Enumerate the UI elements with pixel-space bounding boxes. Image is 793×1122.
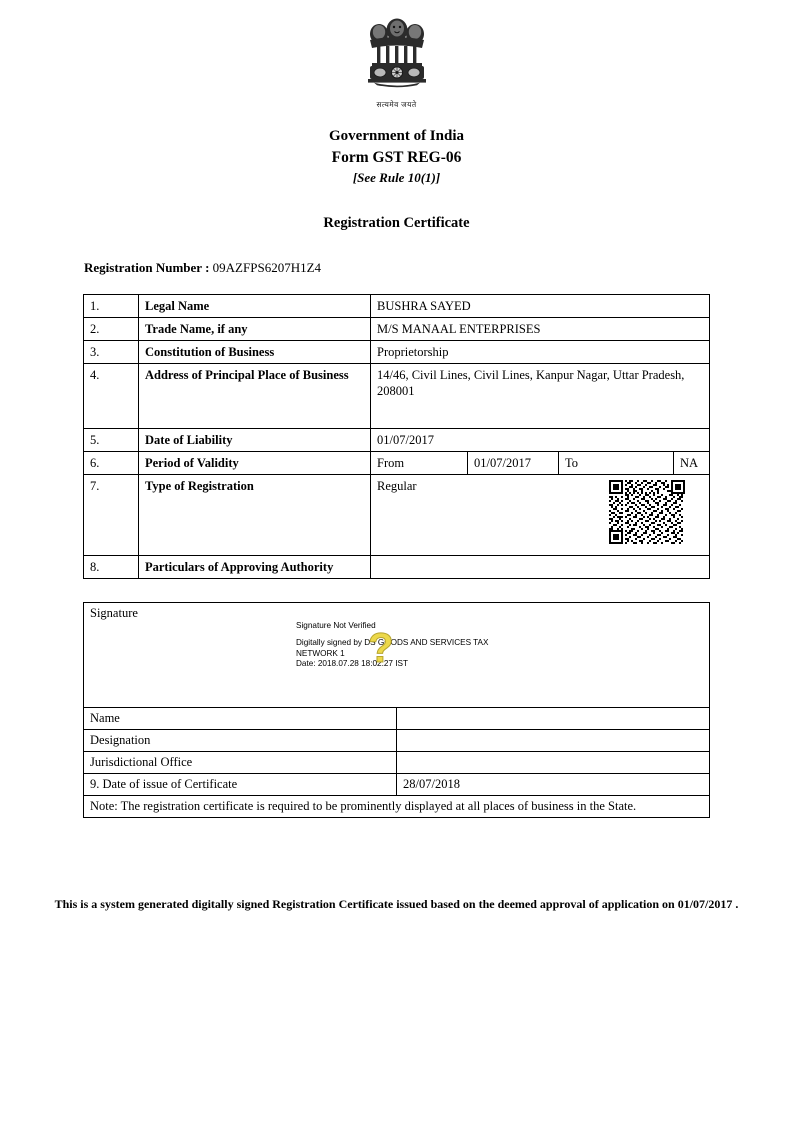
footer-note: This is a system generated digitally signed Registration Certificate issued based on the deemed approval of application on 01/07/2017 . bbox=[54, 897, 739, 911]
signature-signed-by-text: Digitally signed by DS GOODS AND SERVICES TAX NETWORK 1 bbox=[296, 637, 489, 658]
authority-designation-value bbox=[397, 730, 710, 752]
row-value: 01/07/2017 bbox=[371, 429, 710, 452]
table-row bbox=[84, 774, 710, 796]
signature-row bbox=[84, 603, 710, 708]
display-note: Note: The registration certificate is required to be prominently displayed at all places of business in the State. bbox=[84, 796, 710, 818]
government-heading: Government of India bbox=[329, 128, 464, 144]
validity-subtable bbox=[371, 452, 709, 474]
date-of-issue-label: 9. Date of issue of Certificate bbox=[84, 774, 397, 796]
signature-cell bbox=[84, 603, 710, 708]
row-number: 3. bbox=[84, 341, 139, 364]
row-label: Type of Registration bbox=[139, 475, 371, 556]
validity-to-label: To bbox=[559, 452, 674, 474]
row-number: 5. bbox=[84, 429, 139, 452]
signature-not-verified-text: Signature Not Verified bbox=[296, 621, 376, 630]
page-title: Registration Certificate bbox=[323, 215, 470, 231]
authority-designation-label: Designation bbox=[84, 730, 397, 752]
row-value: Regular bbox=[377, 479, 417, 493]
rule-reference: [See Rule 10(1)] bbox=[352, 170, 441, 185]
table-row bbox=[84, 318, 710, 341]
table-row bbox=[84, 475, 710, 556]
row-number: 4. bbox=[84, 364, 139, 429]
row-label: Constitution of Business bbox=[139, 341, 371, 364]
table-row bbox=[84, 341, 710, 364]
validity-from-label: From bbox=[371, 452, 468, 474]
row-value: BUSHRA SAYED bbox=[371, 295, 710, 318]
row-label: Period of Validity bbox=[139, 452, 371, 475]
row-value: Proprietorship bbox=[371, 341, 710, 364]
registration-number-line bbox=[84, 260, 321, 276]
registration-number-value: 09AZFPS6207H1Z4 bbox=[212, 260, 322, 275]
row-label: Trade Name, if any bbox=[139, 318, 371, 341]
emblem-block bbox=[0, 18, 793, 110]
table-row bbox=[84, 730, 710, 752]
signature-label: Signature bbox=[90, 606, 138, 620]
row-number: 1. bbox=[84, 295, 139, 318]
row-value: M/S MANAAL ENTERPRISES bbox=[371, 318, 710, 341]
approving-authority-table bbox=[83, 602, 710, 818]
question-mark-watermark-icon: ? bbox=[368, 624, 394, 671]
authority-jurisdictional-office-label: Jurisdictional Office bbox=[84, 752, 397, 774]
table-row bbox=[84, 556, 710, 579]
row-value-cell bbox=[371, 475, 710, 556]
row-label: Address of Principal Place of Business bbox=[139, 364, 371, 429]
signature-date-text: Date: 2018.07.28 18:02:27 IST bbox=[296, 659, 408, 669]
row-label: Particulars of Approving Authority bbox=[139, 556, 371, 579]
table-row bbox=[84, 752, 710, 774]
digital-signature-stamp bbox=[296, 621, 526, 670]
validity-to-value: NA bbox=[680, 456, 699, 470]
date-of-issue-value: 28/07/2018 bbox=[397, 774, 710, 796]
state-emblem-of-india-icon bbox=[364, 18, 430, 94]
row-number: 6. bbox=[84, 452, 139, 475]
table-row bbox=[84, 452, 710, 475]
certificate-details-table bbox=[83, 294, 710, 579]
registration-number-label: Registration Number : bbox=[84, 260, 210, 275]
form-heading: Form GST REG-06 bbox=[331, 149, 462, 166]
note-row bbox=[84, 796, 710, 818]
validity-from-value: 01/07/2017 bbox=[468, 452, 559, 474]
emblem-motto: सत्यमेव जयते bbox=[376, 100, 417, 109]
validity-period-cell bbox=[371, 452, 710, 475]
table-row bbox=[84, 708, 710, 730]
authority-name-value bbox=[397, 708, 710, 730]
authority-name-label: Name bbox=[84, 708, 397, 730]
row-number: 2. bbox=[84, 318, 139, 341]
row-value bbox=[371, 556, 710, 579]
row-number: 8. bbox=[84, 556, 139, 579]
row-number: 7. bbox=[84, 475, 139, 556]
row-label: Legal Name bbox=[139, 295, 371, 318]
qr-code-icon bbox=[609, 480, 685, 548]
table-row bbox=[84, 295, 710, 318]
row-label: Date of Liability bbox=[139, 429, 371, 452]
row-value: 14/46, Civil Lines, Civil Lines, Kanpur Nagar, Uttar Pradesh, 208001 bbox=[371, 364, 710, 429]
authority-jurisdictional-office-value bbox=[397, 752, 710, 774]
table-row bbox=[84, 429, 710, 452]
table-row bbox=[84, 364, 710, 429]
